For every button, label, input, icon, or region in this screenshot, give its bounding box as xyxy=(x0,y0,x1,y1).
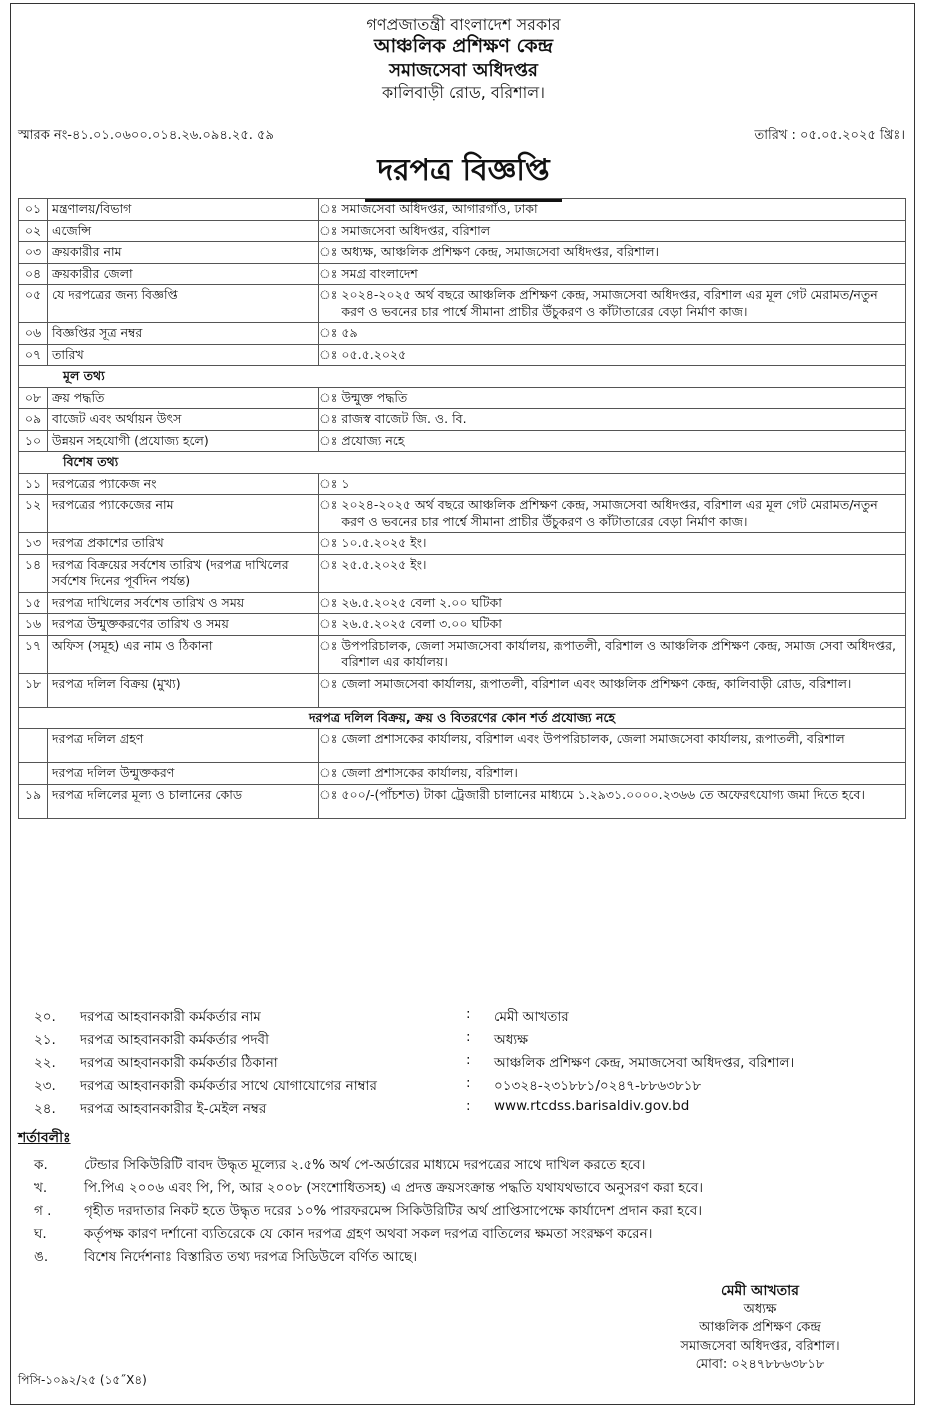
officer-row-number: ২১. xyxy=(34,1032,56,1048)
table-row xyxy=(19,614,906,636)
row-value: রাজস্ব বাজেট জি. ও. বি. xyxy=(337,409,905,431)
row-label: ক্রয়কারীর নাম xyxy=(48,242,319,264)
officer-row-colon: : xyxy=(466,1098,471,1114)
row-number: ১৫ xyxy=(19,592,48,614)
row-number: ১৩ xyxy=(19,533,48,555)
table-row xyxy=(19,784,906,818)
officer-row-label: দরপত্র আহবানকারী কর্মকর্তার সাথে যোগাযোগের নাম্বার xyxy=(80,1078,377,1094)
row-value: ২০২৪-২০২৫ অর্থ বছরে আঞ্চলিক প্রশিক্ষণ কেন্দ্র, সমাজসেবা অধিদপ্তর, বরিশাল এর মূল গেট মেরামত/নতুন করণ ও ভবনের চার পার্শ্বে সীমানা প্রাচীর উঁচুকরণ ও কাঁটাতারের বেড়া নির্মাণ কাজ। xyxy=(337,495,905,533)
row-separator: ঃ xyxy=(319,784,338,818)
table-row xyxy=(19,554,906,592)
address: কালিবাড়ী রোড, বরিশাল। xyxy=(382,83,545,102)
row-value: সমাজসেবা অধিদপ্তর, বরিশাল xyxy=(337,220,905,242)
row-separator: ঃ xyxy=(319,533,338,555)
row-separator: ঃ xyxy=(319,673,338,707)
condition-number: গ . xyxy=(34,1203,52,1219)
officer-row-number: ২৪. xyxy=(34,1101,56,1117)
table-row xyxy=(19,199,906,221)
row-number: ১৪ xyxy=(19,554,48,592)
signatory-mobile: মোবা: ০২৪৭৮৮৬৩৮১৮ xyxy=(695,1357,825,1372)
row-separator: ঃ xyxy=(319,473,338,495)
table-row xyxy=(19,707,906,729)
row-separator: ঃ xyxy=(319,220,338,242)
row-separator: ঃ xyxy=(319,729,338,763)
officer-row-value: অধ্যক্ষ xyxy=(494,1032,529,1048)
condition-number: খ. xyxy=(34,1180,48,1196)
row-number: ০৬ xyxy=(19,323,48,345)
row-label: অফিস (সমূহ) এর নাম ও ঠিকানা xyxy=(48,635,319,673)
row-number: ০৩ xyxy=(19,242,48,264)
org-name: আঞ্চলিক প্রশিক্ষণ কেন্দ্র xyxy=(374,35,553,57)
row-label: এজেন্সি xyxy=(48,220,319,242)
row-number: ১৯ xyxy=(19,784,48,818)
row-separator: ঃ xyxy=(319,614,338,636)
table-row xyxy=(19,344,906,366)
condition-text: বিশেষ নির্দেশনাঃ বিস্তারিত তথ্য দরপত্র সিডিউলে বর্ণিত আছে। xyxy=(84,1249,418,1265)
officer-row-label: দরপত্র আহবানকারী কর্মকর্তার ঠিকানা xyxy=(80,1055,278,1071)
row-separator: ঃ xyxy=(319,242,338,264)
row-separator: ঃ xyxy=(319,323,338,345)
row-label: উন্নয়ন সহযোগী (প্রযোজ্য হলে) xyxy=(48,430,319,452)
officer-row-label: দরপত্র আহবানকারী কর্মকর্তার নাম xyxy=(80,1009,261,1025)
row-value: ২৬.৫.২০২৫ বেলা ৩.০০ ঘটিকা xyxy=(337,614,905,636)
row-value: অধ্যক্ষ, আঞ্চলিক প্রশিক্ষণ কেন্দ্র, সমাজসেবা অধিদপ্তর, বরিশাল। xyxy=(337,242,905,264)
row-label: ক্রয়কারীর জেলা xyxy=(48,263,319,285)
officer-row-number: ২২. xyxy=(34,1055,56,1071)
row-value: ১০.৫.২০২৫ ইং। xyxy=(337,533,905,555)
row-separator: ঃ xyxy=(319,430,338,452)
table-row xyxy=(19,495,906,533)
row-label: দরপত্র দলিল বিক্রয় (মুখ্য) xyxy=(48,673,319,707)
table-row xyxy=(19,473,906,495)
row-value: উপপরিচালক, জেলা সমাজসেবা কার্যালয়, রূপাতলী, বরিশাল ও আঞ্চলিক প্রশিক্ষণ কেন্দ্র, সমাজ সেবা অধিদপ্তর, বরিশাল এর কার্যালয়। xyxy=(337,635,905,673)
row-label: বিজ্ঞপ্তির সূত্র নম্বর xyxy=(48,323,319,345)
row-separator: ঃ xyxy=(319,409,338,431)
officer-row-value: আঞ্চলিক প্রশিক্ষণ কেন্দ্র, সমাজসেবা অধিদপ্তর, বরিশাল। xyxy=(494,1055,795,1071)
row-separator: ঃ xyxy=(319,495,338,533)
row-value: সমাজসেবা অধিদপ্তর, আগারগাঁও, ঢাকা xyxy=(337,199,905,221)
row-separator: ঃ xyxy=(319,763,338,785)
officer-row-colon: : xyxy=(466,1075,471,1091)
row-label: দরপত্র দলিল উন্মুক্তকরণ xyxy=(48,763,319,785)
table-row xyxy=(19,263,906,285)
govt-line: গণপ্রজাতন্ত্রী বাংলাদেশ সরকার xyxy=(366,15,561,34)
row-value: ২০২৪-২০২৫ অর্থ বছরে আঞ্চলিক প্রশিক্ষণ কেন্দ্র, সমাজসেবা অধিদপ্তর, বরিশাল এর মূল গেট মেরামত/নতুন করণ ও ভবনের চার পার্শ্বে সীমানা প্রাচীর উঁচুকরণ ও কাঁটাতারের বেড়া নির্মাণ কাজ। xyxy=(337,285,905,323)
table-row xyxy=(19,592,906,614)
officer-row-label: দরপত্র আহবানকারী কর্মকর্তার পদবী xyxy=(80,1032,269,1048)
row-value: ২৬.৫.২০২৫ বেলা ২.০০ ঘটিকা xyxy=(337,592,905,614)
row-label: দরপত্র দলিল গ্রহণ xyxy=(48,729,319,763)
signatory-designation: অধ্যক্ষ xyxy=(743,1301,777,1317)
row-number: ১৮ xyxy=(19,673,48,707)
row-separator: ঃ xyxy=(319,635,338,673)
officer-row-colon: : xyxy=(466,1052,471,1068)
conditions-heading: শর্তাবলীঃ xyxy=(18,1130,71,1146)
table-row xyxy=(19,366,906,388)
condition-text: পি.পিএ ২০০৬ এবং পি, পি, আর ২০০৮ (সংশোধিতসহ) এ প্রদত্ত ক্রয়সংক্রান্ত পদ্ধতি যথাযথভাবে অনুসরণ করা হবে। xyxy=(84,1180,704,1196)
row-value: উন্মুক্ত পদ্ধতি xyxy=(337,387,905,409)
row-number: ০৭ xyxy=(19,344,48,366)
table-row xyxy=(19,533,906,555)
officer-row-value: ০১৩২৪-২৩১৮৮১/০২৪৭-৮৮৬৩৮১৮ xyxy=(494,1078,702,1094)
row-separator: ঃ xyxy=(319,263,338,285)
row-value: ২৫.৫.২০২৫ ইং। xyxy=(337,554,905,592)
footer-code: পিসি-১০৯২/২৫ (১৫˝X৪) xyxy=(18,1373,147,1387)
table-row xyxy=(19,452,906,474)
row-separator: ঃ xyxy=(319,554,338,592)
row-number: ১২ xyxy=(19,495,48,533)
notice-date: তারিখ : ০৫.০৫.২০২৫ খ্রিঃ। xyxy=(754,128,905,143)
row-label: মন্ত্রণালয়/বিভাগ xyxy=(48,199,319,221)
officer-row-label: দরপত্র আহবানকারীর ই-মেইল নম্বর xyxy=(80,1101,267,1117)
dept-name: সমাজসেবা অধিদপ্তর xyxy=(389,60,538,81)
officer-row-colon: : xyxy=(466,1006,471,1022)
condition-number: ক. xyxy=(34,1157,48,1173)
row-value: ৫০০/-(পাঁচশত) টাকা ট্রেজারী চালানের মাধ্যমে ১.২৯৩১.০০০০.২৩৬৬ তে অফেরৎযোগ্য জমা দিতে হবে। xyxy=(337,784,905,818)
row-label: দরপত্রের প্যাকেজ নং xyxy=(48,473,319,495)
row-number: ১০ xyxy=(19,430,48,452)
officer-row-number: ২০. xyxy=(34,1009,56,1025)
row-label: দরপত্রের প্যাকেজের নাম xyxy=(48,495,319,533)
signatory-org: আঞ্চলিক প্রশিক্ষণ কেন্দ্র xyxy=(699,1320,821,1335)
table-row xyxy=(19,285,906,323)
table-row xyxy=(19,323,906,345)
row-label: তারিখ xyxy=(48,344,319,366)
row-value: জেলা প্রশাসকের কার্যালয়, বরিশাল এবং উপপরিচালক, জেলা সমাজসেবা কার্যালয়, রূপাতলী, বরিশাল xyxy=(337,729,905,763)
row-number: ০৪ xyxy=(19,263,48,285)
condition-text: গৃহীত দরদাতার নিকট হতে উদ্ধৃত দরের ১০% পারফরমেন্স সিকিউরিটির অর্থ প্রাপ্তিসাপেক্ষে কার্যাদেশ প্রদান করা হবে। xyxy=(84,1203,703,1219)
row-label: ক্রয় পদ্ধতি xyxy=(48,387,319,409)
table-row xyxy=(19,220,906,242)
section-heading: মূল তথ্য xyxy=(19,366,906,388)
condition-text: কর্তৃপক্ষ কারণ দর্শানো ব্যতিরেকে যে কোন দরপত্র গ্রহণ অথবা সকল দরপত্র বাতিলের ক্ষমতা সংরক্ষণ করেন। xyxy=(84,1226,653,1242)
section-heading: বিশেষ তথ্য xyxy=(19,452,906,474)
row-value: জেলা সমাজসেবা কার্যালয়, রূপাতলী, বরিশাল এবং আঞ্চলিক প্রশিক্ষণ কেন্দ্র, কালিবাড়ী রোড, বরিশাল। xyxy=(337,673,905,707)
signature-block xyxy=(630,1282,890,1375)
row-number: ০৮ xyxy=(19,387,48,409)
officer-row-value: www.rtcdss.barisaldiv.gov.bd xyxy=(494,1098,690,1114)
table-row xyxy=(19,409,906,431)
row-number xyxy=(19,729,48,763)
officer-row-number: ২৩. xyxy=(34,1078,56,1094)
row-number xyxy=(19,763,48,785)
table-row xyxy=(19,242,906,264)
row-number: ১১ xyxy=(19,473,48,495)
officer-row-colon: : xyxy=(466,1029,471,1045)
row-value: ০৫.৫.২০২৫ xyxy=(337,344,905,366)
row-value: ৫৯ xyxy=(337,323,905,345)
row-label: যে দরপত্রের জন্য বিজ্ঞপ্তি xyxy=(48,285,319,323)
row-separator: ঃ xyxy=(319,387,338,409)
signatory-dept: সমাজসেবা অধিদপ্তর, বরিশাল। xyxy=(680,1338,840,1354)
row-number: ০২ xyxy=(19,220,48,242)
table-row xyxy=(19,729,906,763)
row-value: প্রযোজ্য নহে xyxy=(337,430,905,452)
row-number: ০৯ xyxy=(19,409,48,431)
row-separator: ঃ xyxy=(319,344,338,366)
table-row xyxy=(19,763,906,785)
row-label: বাজেট এবং অর্থায়ন উৎস xyxy=(48,409,319,431)
row-value: ১ xyxy=(337,473,905,495)
row-separator: ঃ xyxy=(319,199,338,221)
notice-row: দরপত্র দলিল বিক্রয়, ক্রয় ও বিতরণের কোন শর্ত প্রযোজ্য নহে xyxy=(19,707,906,729)
table-row xyxy=(19,673,906,707)
row-number: ১৭ xyxy=(19,635,48,673)
row-label: দরপত্র প্রকাশের তারিখ xyxy=(48,533,319,555)
condition-text: টেন্ডার সিকিউরিটি বাবদ উদ্ধৃত মূল্যের ২.৫% অর্থ পে-অর্ডারের মাধ্যমে দরপত্রের সাথে দাখিল করতে হবে। xyxy=(84,1157,646,1173)
memo-number: স্মারক নং-৪১.০১.০৬০০.০১৪.২৬.০৯৪.২৫. ৫৯ xyxy=(18,128,274,143)
condition-number: ঘ. xyxy=(34,1226,47,1242)
row-label: দরপত্র দাখিলের সর্বশেষ তারিখ ও সময় xyxy=(48,592,319,614)
row-number: ১৬ xyxy=(19,614,48,636)
row-label: দরপত্র বিক্রয়ের সর্বশেষ তারিখ (দরপত্র দাখিলের সর্বশেষ দিনের পূর্বদিন পর্যন্ত) xyxy=(48,554,319,592)
row-label: দরপত্র দলিলের মূল্য ও চালানের কোড xyxy=(48,784,319,818)
row-value: জেলা প্রশাসকের কার্যালয়, বরিশাল। xyxy=(337,763,905,785)
page-title: দরপত্র বিজ্ঞপ্তি xyxy=(0,146,927,202)
officer-row-value: মেমী আখতার xyxy=(494,1009,569,1025)
signatory-name: মেমী আখতার xyxy=(721,1283,799,1299)
table-row xyxy=(19,387,906,409)
tender-table xyxy=(18,198,906,819)
row-separator: ঃ xyxy=(319,592,338,614)
row-number: ০৫ xyxy=(19,285,48,323)
row-value: সমগ্র বাংলাদেশ xyxy=(337,263,905,285)
row-separator: ঃ xyxy=(319,285,338,323)
table-row xyxy=(19,430,906,452)
table-row xyxy=(19,635,906,673)
condition-number: ঙ. xyxy=(34,1249,49,1265)
row-number: ০১ xyxy=(19,199,48,221)
row-label: দরপত্র উন্মুক্তকরণের তারিখ ও সময় xyxy=(48,614,319,636)
